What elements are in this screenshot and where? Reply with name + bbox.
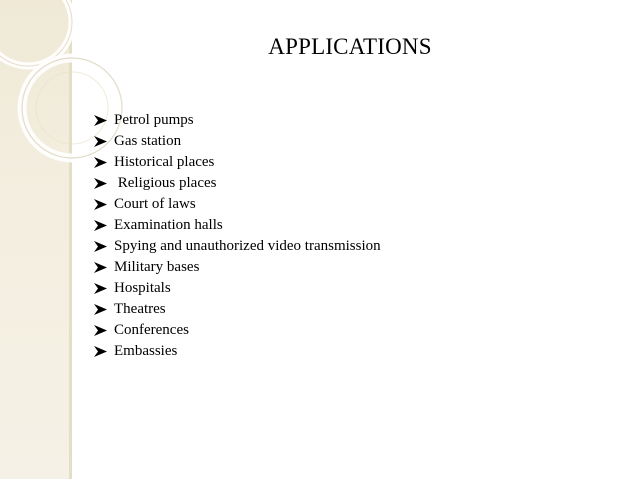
arrowhead-bullet-icon bbox=[94, 304, 107, 315]
arrowhead-bullet-icon bbox=[94, 199, 107, 210]
list-item bbox=[94, 299, 381, 320]
arrowhead-bullet-icon bbox=[94, 178, 107, 189]
list-item-label: Petrol pumps bbox=[114, 112, 194, 128]
list-item bbox=[94, 152, 381, 173]
list-item-label: Conferences bbox=[114, 322, 189, 338]
list-item bbox=[94, 320, 381, 341]
list-item bbox=[94, 257, 381, 278]
list-item bbox=[94, 173, 381, 194]
list-item-label: Theatres bbox=[114, 301, 166, 317]
arrowhead-bullet-icon bbox=[94, 115, 107, 126]
list-item-label: Spying and unauthorized video transmission bbox=[114, 238, 381, 254]
list-item-label: Gas station bbox=[114, 133, 182, 149]
list-item-label: Embassies bbox=[114, 343, 178, 359]
list-item bbox=[94, 236, 381, 257]
list-item-label: Examination halls bbox=[114, 217, 223, 233]
list-item bbox=[94, 131, 381, 152]
arrowhead-bullet-icon bbox=[94, 136, 107, 147]
arrowhead-bullet-icon bbox=[94, 262, 107, 273]
list-item-label: Court of laws bbox=[114, 196, 196, 212]
slide-title: APPLICATIONS bbox=[268, 34, 432, 59]
arrowhead-bullet-icon bbox=[94, 346, 107, 357]
list-item-label: Military bases bbox=[114, 259, 200, 275]
list-item bbox=[94, 215, 381, 236]
arrowhead-bullet-icon bbox=[94, 283, 107, 294]
list-item-label: Historical places bbox=[114, 154, 215, 170]
list-item bbox=[94, 341, 381, 362]
arrowhead-bullet-icon bbox=[94, 157, 107, 168]
bullet-list bbox=[94, 110, 381, 362]
list-item-label: Religious places bbox=[114, 175, 217, 191]
arrowhead-bullet-icon bbox=[94, 325, 107, 336]
list-item bbox=[94, 278, 381, 299]
list-item-label: Hospitals bbox=[114, 280, 171, 296]
arrowhead-bullet-icon bbox=[94, 241, 107, 252]
list-item bbox=[94, 110, 381, 131]
list-item bbox=[94, 194, 381, 215]
arrowhead-bullet-icon bbox=[94, 220, 107, 231]
